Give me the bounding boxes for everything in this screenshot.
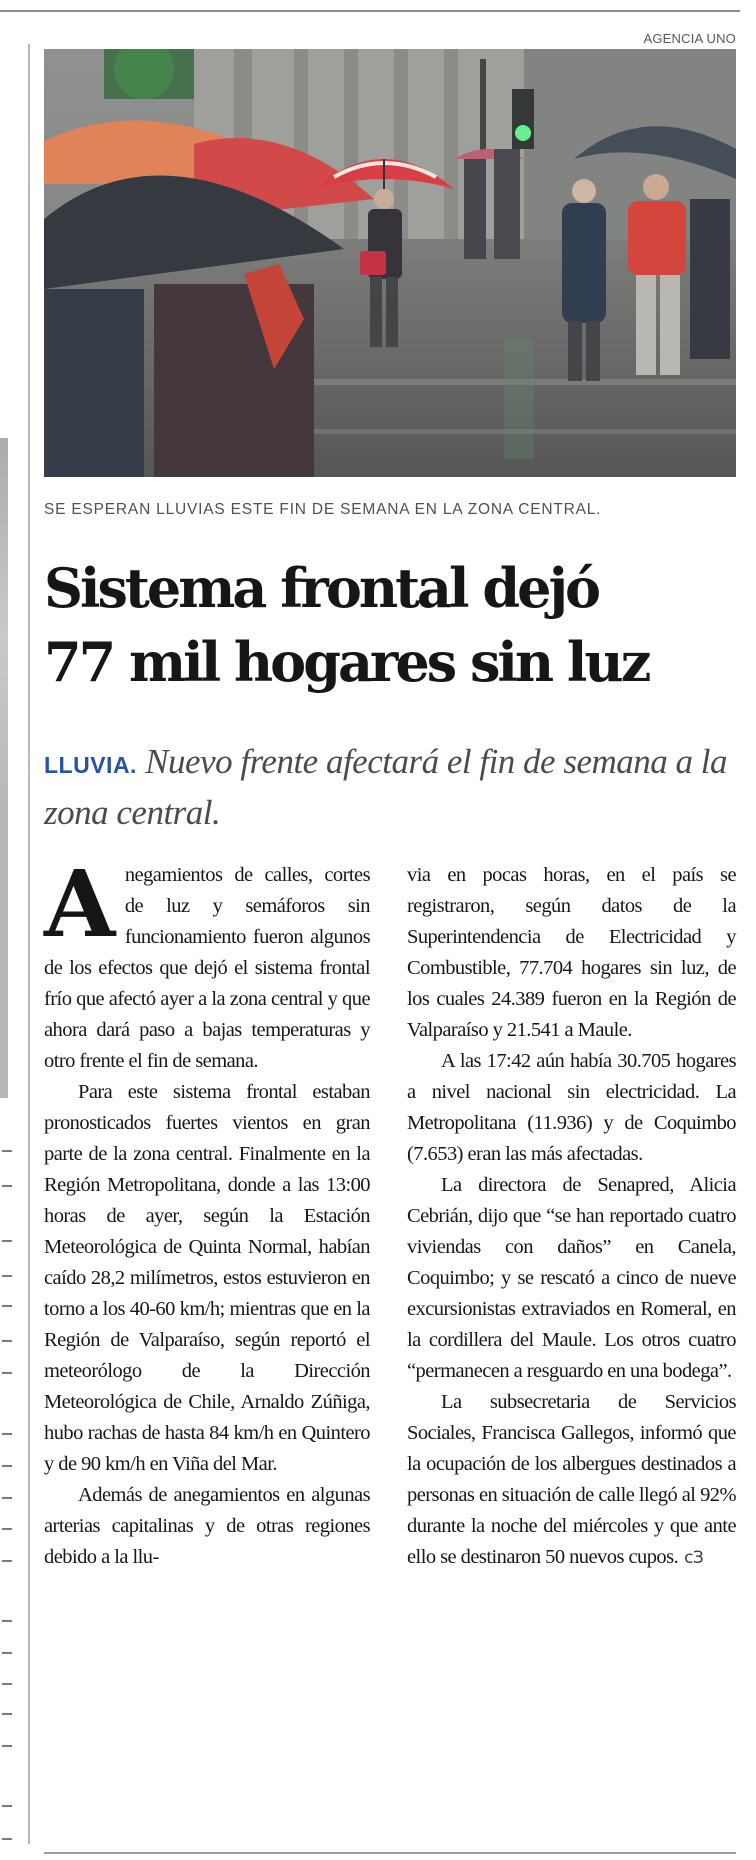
column-rule	[28, 44, 30, 1844]
section-kicker: LLUVIA.	[44, 752, 137, 778]
headline	[44, 551, 736, 699]
photo-caption: SE ESPERAN LLUVIAS ESTE FIN DE SEMANA EN LA ZONA CENTRAL.	[44, 501, 602, 518]
paragraph-text: negamientos de calles, cortes de luz y semáforos sin funcionamiento fueron algunos de los efectos que dejó el sistema frontal frío que afectó ayer a la zona central y que ahora dará paso a bajas temperaturas y otro frente el fin de semana.	[44, 864, 370, 1072]
article-column-1	[44, 850, 370, 1573]
photo-credit: AGENCIA UNO	[643, 31, 736, 46]
paragraph: Para este sistema frontal estaban pronosticados fuertes vientos en gran parte de la zona central. Finalmente en la Región Metropolitana, donde a las 13:00 horas de ayer, según la Estación Meteorológica de Quinta Normal, habían caído 28,2 milímetros, estos estuvieron en torno a los 40-60 km/h; mientras que en la Región de Valparaíso, según reportó el meteorólogo de la Dirección Meteorológica de Chile, Arnaldo Zúñiga, hubo rachas de hasta 84 km/h en Quintero y de 90 km/h en Viña del Mar.	[44, 1081, 370, 1475]
top-rule	[0, 10, 740, 12]
rain-street-photo	[44, 49, 736, 477]
column-gutter	[388, 862, 389, 1822]
subheadline-text: Nuevo frente afectará el fin de semana a la zona central.	[44, 742, 727, 832]
paragraph: Además de anegamientos en algunas arterias capitalinas y de otras regiones debido a la llu-	[44, 1484, 370, 1568]
paragraph	[44, 850, 370, 1077]
bottom-rule	[44, 1852, 736, 1854]
headline-line-2: 77 mil hogares sin luz	[44, 630, 649, 694]
paragraph: via en pocas horas, en el país se registraron, según datos de la Superintendencia de Electricidad y Combustible, 77.704 hogares sin luz, de los cuales 24.389 fueron en la Región de Valparaíso y 21.541 a Maule.	[407, 864, 736, 1041]
headline-line-1: Sistema frontal dejó	[44, 556, 599, 620]
adjacent-column-fragments	[0, 0, 20, 1860]
end-of-article-mark: cЗ	[684, 1548, 704, 1568]
paragraph: A las 17:42 aún había 30.705 hogares a nivel nacional sin electricidad. La Metropolitana (11.936) y de Coquimbo (7.653) eran las más afectadas.	[407, 1050, 736, 1165]
drop-cap: A	[44, 850, 115, 958]
article-column-2	[407, 860, 736, 1574]
subheadline	[44, 738, 736, 836]
paragraph-text: La subsecretaria de Servicios Sociales, Francisca Gallegos, informó que la ocupación de los albergues destinados a personas en situación de calle llegó al 92% durante la noche del miércoles y que ante ello se destinaron 50 nuevos cupos.	[407, 1391, 736, 1568]
paragraph	[407, 1387, 736, 1574]
paragraph: La directora de Senapred, Alicia Cebrián, dijo que “se han reportado cuatro viviendas con daños” en Canela, Coquimbo; y se rescató a cinco de nueve excursionistas extraviados en Romeral, en la cordillera del Maule. Los otros cuatro “permanecen a resguardo en una bodega”.	[407, 1174, 736, 1382]
